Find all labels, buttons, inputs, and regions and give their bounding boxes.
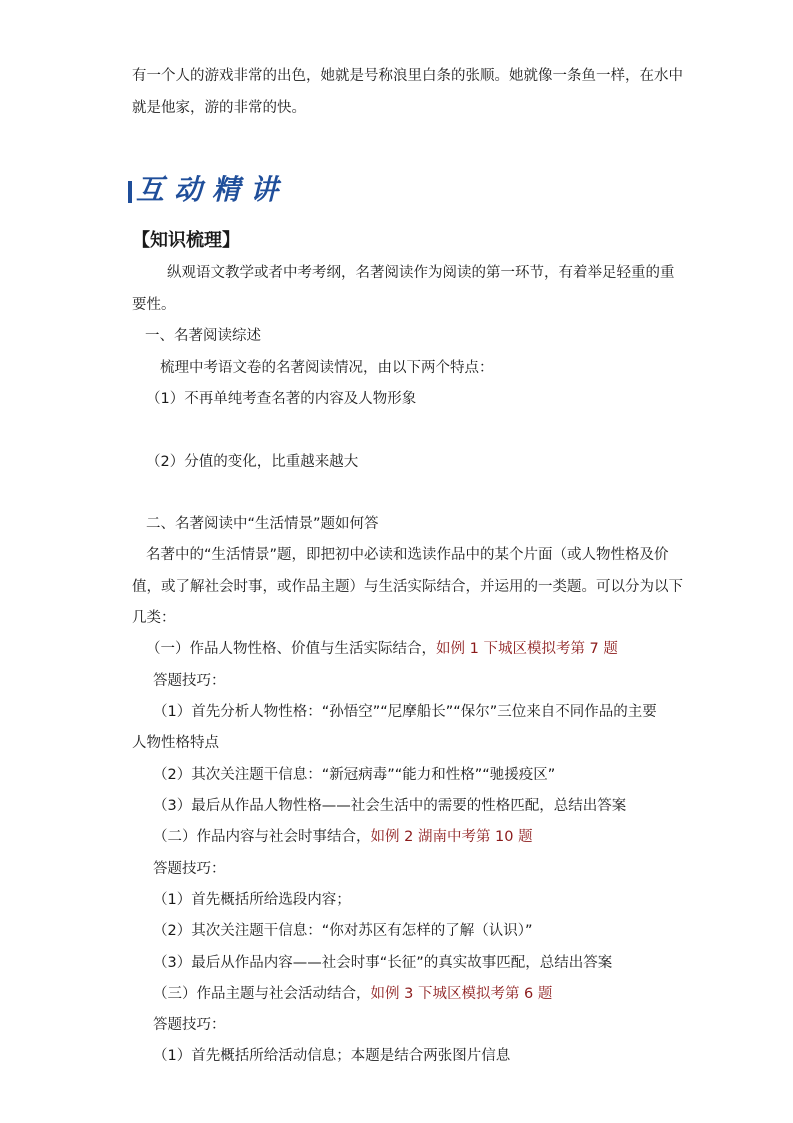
part1-desc: 梳理中考语文卷的名著阅读情况，由以下两个特点： <box>160 360 494 376</box>
category-1-ref: 如例 1 下城区模拟考第 7 题 <box>436 641 618 657</box>
cat1-step-3: （3）最后从作品人物性格——社会生活中的需要的性格匹配，总结出答案 <box>153 798 627 814</box>
part2-heading: 二、名著阅读中“生活情景”题如何答 <box>146 516 379 532</box>
part1-heading: 一、名著阅读综述 <box>145 328 261 344</box>
cat1-step-1-line-2: 人物性格特点 <box>132 735 219 751</box>
para1-line-2: 要性。 <box>132 297 176 313</box>
part1-point-2: （2）分值的变化，比重越来越大 <box>146 454 359 470</box>
tips-label-1: 答题技巧： <box>153 673 226 689</box>
cat2-step-3: （3）最后从作品内容——社会时事“长征”的真实故事匹配，总结出答案 <box>153 955 613 971</box>
category-3-ref: 如例 3 下城区模拟考第 6 题 <box>370 986 553 1002</box>
section-title <box>128 168 288 208</box>
intro-line-1: 有一个人的游戏非常的出色，她就是号称浪里白条的张顺。她就像一条鱼一样，在水中 <box>132 68 683 84</box>
intro-line-2: 就是他家，游的非常的快。 <box>132 100 306 116</box>
category-1-text: （一）作品人物性格、价值与生活实际结合， <box>146 641 436 657</box>
category-2-ref: 如例 2 湖南中考第 10 题 <box>370 829 533 845</box>
cat2-step-2: （2）其次关注题干信息：“你对苏区有怎样的了解（认识）” <box>153 923 533 939</box>
para1-line-1: 纵观语文教学或者中考考纲，名著阅读作为阅读的第一环节，有着举足轻重的重 <box>167 265 675 281</box>
section-title-text: 互动精讲 <box>136 173 289 206</box>
title-bar-decoration <box>128 181 132 203</box>
category-3-text: （三）作品主题与社会活动结合， <box>153 986 371 1002</box>
tips-label-2: 答题技巧： <box>153 861 226 877</box>
cat2-step-1: （1）首先概括所给选段内容； <box>153 892 351 908</box>
category-1 <box>146 639 618 659</box>
cat1-step-2: （2）其次关注题干信息：“新冠病毒”“能力和性格”“驰援疫区” <box>153 767 556 783</box>
knowledge-heading: 【知识梳理】 <box>132 230 240 251</box>
category-2-text: （二）作品内容与社会时事结合， <box>153 829 371 845</box>
category-2 <box>153 827 533 847</box>
part1-point-1: （1）不再单纯考查名著的内容及人物形象 <box>146 391 417 407</box>
part2-desc-line-3: 几类： <box>132 610 176 626</box>
cat1-step-1-line-1: （1）首先分析人物性格：“孙悟空”“尼摩船长”“保尔”三位来自不同作品的主要 <box>153 704 657 720</box>
part2-desc-line-1: 名著中的“生活情景”题，即把初中必读和选读作品中的某个片面（或人物性格及价 <box>146 547 669 563</box>
cat3-step-1: （1）首先概括所给活动信息；本题是结合两张图片信息 <box>153 1048 511 1064</box>
category-3 <box>153 984 552 1004</box>
part2-desc-line-2: 值，或了解社会时事，或作品主题）与生活实际结合，并运用的一类题。可以分为以下 <box>132 579 683 595</box>
tips-label-3: 答题技巧： <box>153 1017 226 1033</box>
